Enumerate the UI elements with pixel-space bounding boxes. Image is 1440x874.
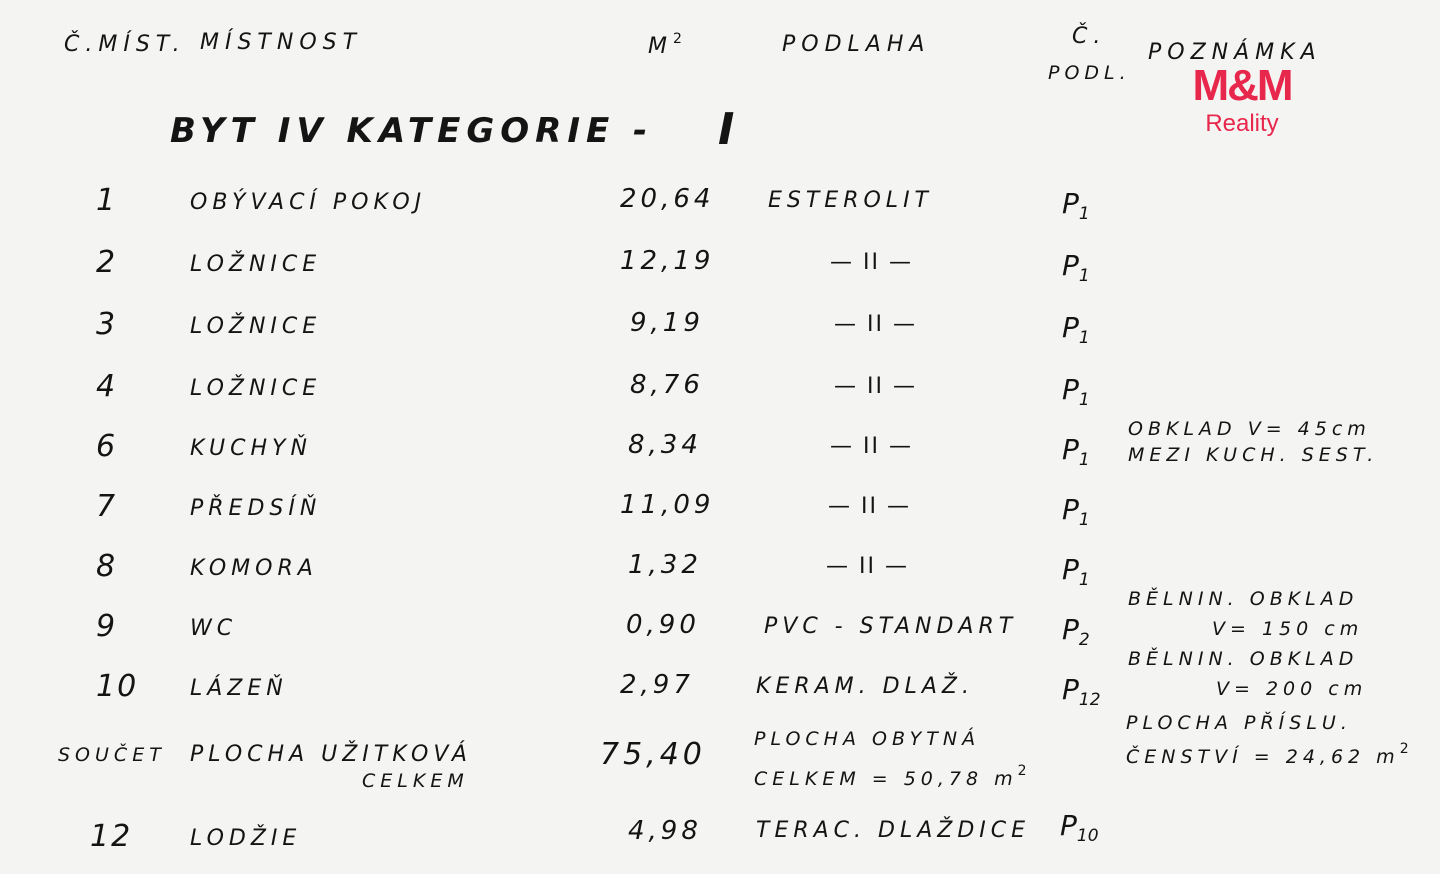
room-floor-code-sub: 1 <box>1078 390 1090 410</box>
room-name: LOŽNICE <box>190 252 322 277</box>
brand-logo <box>1172 61 1312 137</box>
sum-accessory-2 <box>1126 742 1414 767</box>
room-floor: — II — <box>830 434 913 459</box>
room-floor-code-sub: 1 <box>1078 266 1090 286</box>
room-number: 3 <box>96 307 118 342</box>
sum-living-1: PLOCHA OBYTNÁ <box>754 728 981 750</box>
note-bath-line1: BĚLNIN. OBKLAD <box>1128 648 1359 670</box>
header-area <box>648 32 688 58</box>
room-floor-code <box>1062 311 1090 348</box>
room-floor-code-letter: P <box>1062 249 1079 282</box>
room-area: 20,64 <box>620 184 715 214</box>
room-floor: ESTEROLIT <box>768 188 933 213</box>
sum-area-value: 75,40 <box>600 737 706 772</box>
room-floor-code-sub: 1 <box>1078 450 1090 470</box>
room-floor-code-sub: 1 <box>1078 510 1090 530</box>
room-floor-code <box>1062 249 1090 286</box>
room-floor: — II — <box>826 554 909 579</box>
room-number: 1 <box>96 183 118 218</box>
room-floor: — II — <box>830 250 913 275</box>
header-floor: PODLAHA <box>782 32 931 57</box>
room-area: 9,19 <box>630 308 704 338</box>
logo-subtitle: Reality <box>1205 110 1279 137</box>
room-floor-code-sub: 12 <box>1078 690 1101 710</box>
room-number: 4 <box>96 369 118 404</box>
sum-label: SOUČET <box>58 744 166 766</box>
room-name: LÁZEŇ <box>190 676 288 701</box>
room-floor-code-letter: P <box>1062 673 1079 706</box>
header-area-sup: 2 <box>672 31 688 47</box>
loggia-room: LODŽIE <box>190 826 302 851</box>
room-name: LOŽNICE <box>190 314 322 339</box>
room-name: PŘEDSÍŇ <box>190 496 322 521</box>
loggia-floor-code <box>1060 809 1099 846</box>
note-wc-line2: V= 150 cm <box>1212 618 1364 640</box>
note-bath-line2: V= 200 cm <box>1216 678 1368 700</box>
room-number: 6 <box>96 429 118 464</box>
room-floor: KERAM. DLAŽ. <box>756 674 974 699</box>
room-floor-code <box>1062 373 1090 410</box>
note-kitchen-line1: OBKLAD V= 45cm <box>1128 418 1371 440</box>
room-floor-code <box>1062 673 1101 710</box>
room-number: 10 <box>96 669 139 704</box>
room-name: KOMORA <box>190 556 318 581</box>
room-floor-code-letter: P <box>1062 311 1079 344</box>
header-floor-no-1: Č. <box>1072 24 1107 49</box>
room-number: 2 <box>96 245 118 280</box>
room-floor-code-letter: P <box>1062 433 1079 466</box>
page-title-roman: I <box>718 104 735 155</box>
room-floor-code-sub: 2 <box>1078 630 1090 650</box>
room-name: WC <box>190 616 238 641</box>
room-floor: — II — <box>834 374 917 399</box>
room-floor-code-sub: 1 <box>1078 328 1090 348</box>
note-kitchen-line2: MEZI KUCH. SEST. <box>1128 444 1379 466</box>
sum-living-2 <box>754 764 1032 789</box>
sum-accessory-sup: 2 <box>1399 741 1414 757</box>
room-floor: PVC - STANDART <box>764 614 1018 639</box>
room-area: 12,19 <box>620 246 715 276</box>
room-area: 1,32 <box>628 550 702 580</box>
sum-area-label-1: PLOCHA UŽITKOVÁ <box>190 742 472 767</box>
room-floor-code-letter: P <box>1062 613 1079 646</box>
room-floor-code <box>1062 433 1090 470</box>
room-floor: — II — <box>834 312 917 337</box>
page-title: BYT IV KATEGORIE - <box>170 111 654 151</box>
room-floor-code-sub: 1 <box>1078 204 1090 224</box>
sum-living-sup: 2 <box>1017 763 1032 779</box>
room-floor-code <box>1062 187 1090 224</box>
room-floor-code-letter: P <box>1062 373 1079 406</box>
room-floor-code <box>1062 553 1090 590</box>
loggia-floor-code-sub: 10 <box>1076 826 1099 846</box>
sum-area-label-2: CELKEM <box>362 770 469 792</box>
room-floor-code-letter: P <box>1062 187 1079 220</box>
room-number: 7 <box>96 489 118 524</box>
header-room-number: Č.MÍST. <box>64 32 186 57</box>
loggia-area: 4,98 <box>628 816 702 846</box>
note-wc-line1: BĚLNIN. OBKLAD <box>1128 588 1359 610</box>
room-area: 8,34 <box>628 430 702 460</box>
sum-accessory-1: PLOCHA PŘÍSLU. <box>1126 712 1352 734</box>
room-area: 2,97 <box>620 670 694 700</box>
header-note: POZNÁMKA <box>1148 40 1322 65</box>
loggia-floor-code-letter: P <box>1060 809 1077 842</box>
room-number: 8 <box>96 549 118 584</box>
room-area: 8,76 <box>630 370 704 400</box>
room-floor-code-letter: P <box>1062 553 1079 586</box>
header-area-unit: M <box>648 34 673 59</box>
loggia-number: 12 <box>90 819 133 854</box>
room-floor-code <box>1062 613 1090 650</box>
header-floor-no-2: PODL. <box>1048 62 1131 84</box>
room-number: 9 <box>96 609 118 644</box>
room-floor-code-letter: P <box>1062 493 1079 526</box>
sum-accessory-2-text: ČENSTVÍ = 24,62 m <box>1126 746 1400 768</box>
header-room: MÍSTNOST <box>200 30 363 55</box>
loggia-floor: TERAC. DLAŽDICE <box>756 818 1031 843</box>
room-area: 11,09 <box>620 490 715 520</box>
room-area: 0,90 <box>626 610 700 640</box>
logo-mark: M&M <box>1192 61 1292 110</box>
room-name: OBÝVACÍ POKOJ <box>190 190 427 215</box>
room-floor-code-sub: 1 <box>1078 570 1090 590</box>
room-floor: — II — <box>828 494 911 519</box>
room-name: LOŽNICE <box>190 376 322 401</box>
room-floor-code <box>1062 493 1090 530</box>
room-name: KUCHYŇ <box>190 436 312 461</box>
sum-living-2-text: CELKEM = 50,78 m <box>754 768 1018 790</box>
